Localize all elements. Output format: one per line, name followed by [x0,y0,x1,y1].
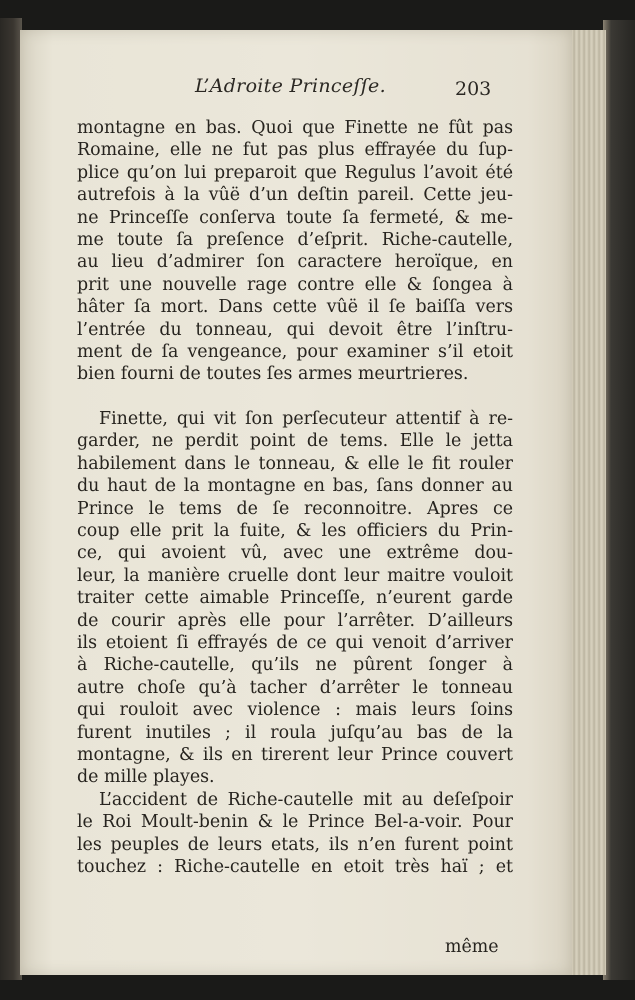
text-line: montagne en bas. Quoi que Finette ne fût pas [77,118,513,138]
book-binding-edge [603,20,635,980]
text-line: ce, qui avoient vû, avec une extrême dou- [77,543,513,564]
text-line: Finette, qui vit ſon perſecuteur attentif à re- [99,408,513,429]
text-line: qui rouloit avec violence : mais leurs ſoins [77,700,513,721]
text-line: au lieu d’admirer ſon caractere heroïque, en [77,252,513,273]
page-number: 203 [455,78,492,100]
text-line: l’entrée du tonneau, qui devoit être l’inſtru- [77,319,513,340]
running-title: L’Adroite Princeſſe. [195,75,386,97]
text-line: touchez : Riche-cautelle en etoit très haï ; et [77,857,513,877]
text-line: prit une nouvelle rage contre elle & ſongea à [77,274,513,295]
catchword: même [445,937,499,957]
text-line: du haut de la montagne en bas, ſans donner au [77,476,513,497]
text-line: traiter cette aimable Princeſſe, n’eurent garde [77,588,513,609]
text-line: autrefois à la vûë d’un deſtin pareil. Cette jeu- [77,185,513,206]
text-line: de courir après elle pour l’arrêter. D’ailleurs [77,610,513,631]
text-line: hâter ſa mort. Dans cette vûë il ſe baiſſa vers [77,297,513,318]
text-line: autre choſe qu’à tacher d’arrêter le tonneau [77,677,513,698]
text-line: leur, la manière cruelle dont leur maitre vouloit [77,565,513,586]
running-head [20,75,572,105]
paragraph [77,117,513,386]
text-line: Prince le tems de ſe reconnoitre. Apres ce [77,498,513,519]
text-line: à Riche-cautelle, qu’ils ne pûrent ſonger à [77,655,513,676]
book-page [20,30,572,975]
body-text [77,117,513,878]
text-line: L’accident de Riche-cautelle mit au deſeſpoir [99,789,513,810]
text-line: furent inutiles ; il roula juſqu’au bas de la [77,722,513,743]
paragraph [77,408,513,789]
text-line: ment de ſa vengeance, pour examiner s’il etoit [77,342,513,363]
text-line: Romaine, elle ne fut pas plus effrayée du ſup- [77,140,513,161]
text-line: de mille playes. [77,767,215,788]
text-line: garder, ne perdit point de tems. Elle le jetta [77,431,513,452]
text-line: montagne, & ils en tirerent leur Prince couvert [77,744,513,765]
text-line: bien fourni de toutes ſes armes meurtrieres. [77,364,469,385]
text-line: coup elle prit la fuite, & les officiers du Prin- [77,520,513,541]
text-line: les peuples de leurs etats, ils n’en furent point [77,834,513,855]
text-line: ne Princeſſe conſerva toute ſa fermeté, & me- [77,207,513,228]
text-line: plice qu’on lui preparoit que Regulus l’avoit été [77,162,513,183]
text-line: habilement dans le tonneau, & elle le fit rouler [77,453,513,474]
text-line: ils etoient ſi effrayés de ce qui venoit d’arriver [77,632,513,653]
paragraph [77,789,513,879]
text-line: me toute ſa preſence d’eſprit. Riche-cautelle, [77,230,513,251]
page-edges [566,30,606,975]
book-cover-edge [0,18,22,980]
paragraph-gap [77,386,513,408]
text-line: le Roi Moult-benin & le Prince Bel-a-voir. Pour [77,812,513,833]
